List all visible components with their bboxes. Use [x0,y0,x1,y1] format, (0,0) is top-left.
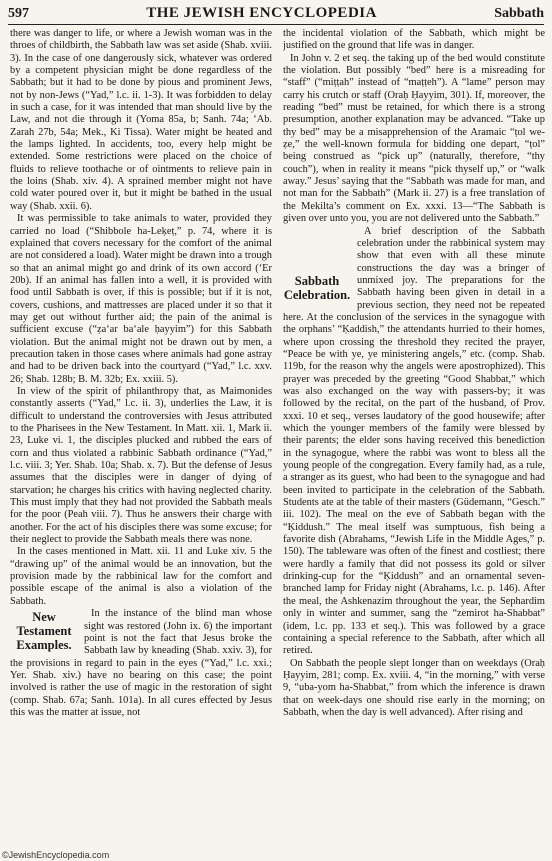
paragraph: the incidental violation of the Sabbath, which might be justified on the ground that life was in danger. [283,28,545,52]
paragraph: In John v. 2 et seq. the taking up of the bed would constitute the violation. But possibly “bed” here is a misreading for “staff” (“miṭṭah” instead of “maṭṭeh”). A “lame” person may carry his crutch or staff (Oraḥ Ḥayyim, 301). If, moreover, the reading “bed” must be retained, for which there is a strong presumption, another explanation may be advanced. “Take up thy bed” may be a misapprehension of the Aramaic “ṭol we-ẓe,” the well-known formula for bidding one depart, “ṭol” being construed as “pick up” (naturally, therefore, “thy couch”), when in reality it means “pick thyself up,” or “walk away.” Jesus’ saying that the “Sabbath was made for man, and not man for the Sabbath” (Mark ii. 27) is a free translation of the Mekilta’s comment on Ex. xxxi. 13—“The Sabbath is given over unto you, you are not delivered unto the Sabbath.” [283,52,545,225]
paragraph: It was permissible to take animals to water, provided they carried no load (“Shibbole ha-Leḳeṭ,” p. 74, where it is explained that covers necessary for the comfort of the animal are not considered a load). Water might be drawn into a trough so that an animal might go and drink of its own accord (‘Er 20b). If an animal has fallen into a well, it is provided with food until Sabbath is over, if this is possible; but if it is not, covers, cushions, and mattresses are placed under it so that it may get out without further aid; the pain of the animal is sufficient excuse (“ẓa‘ar ba‘ale ḥayyim”) for this Sabbath violation. But the animal might not be drawn out by men, a precaution taken in those cases where animals had gone astray and had to be driven back into the courtyard (“Yad,” l.c. xxv. 26; Shab. 128b; B. M. 32b; Ex. xxiii. 5). [10,213,272,385]
left-column [10,28,272,846]
page-footer [2,850,109,860]
page-title: THE JEWISH ENCYCLOPEDIA [146,5,377,21]
right-column [283,28,545,846]
paragraph: there was danger to life, or where a Jewish woman was in the throes of childbirth, the Sabbath law was set aside (Shab. xviii. 3). In the case of one dangerously sick, whatever was ordered by a competent physician might be done regardless of the Sabbath; but it had to be done by pious and prominent Jews, not by non-Jews (“Yad,” l.c. ii. 1-3). It was forbidden to delay in such a case, for it was intended that man should live by the Law, and not die through it (Yoma 85a, b; Sanh. 74a; ‘Ab. Zarah 27b, 54a; Mek., Ki Tissa). Water might be heated and the lamps lighted. In accidents, too, every help might be extended. Some restrictions were placed on the choice of fluids to relieve toothache or of ointments to relieve pain in the loins (Shab. xiv. 4). A sprained member might not have cold water poured over it, but it might be bathed in the usual way (Shab. xxii. 6). [10,28,272,212]
paragraph: In view of the spirit of philanthropy that, as Maimonides constantly asserts (“Yad,” l.c. ii. 3), underlies the Law, it is difficult to understand the controversies with Jesus attributed to the Pharisees in the New Testament. In Matt. xii. 1, Mark ii. 23, Luke vi. 1, the disciples plucked and rubbed the ears of corn and thus violated a rabbinic Sabbath ordinance (“Yad,” l.c. viii. 3; Yer. Shab. 10a; Shab. x. 7). But the defense of Jesus assumes that the disciples were in danger of dying of starvation; he charges his critics with having neglected charity. This must imply that they had not provided the Sabbath meals for the poor (Peah viii. 7). Thus he answers their charge with another. For the act of his disciples there was some excuse; for their neglect to provide the Sabbath meals there was none. [10,385,272,546]
side-note-new-testament-examples: New Testament Examples. [16,610,72,653]
paragraph: In the cases mentioned in Matt. xii. 11 and Luke xiv. 5 the “drawing up” of the animal would be an innovation, but the provision made by the rabbinical law for the comfort and possible escape of the animal is also a violation of the Sabbath. [10,546,272,607]
page-number: 597 [8,6,29,21]
site-link[interactable]: JewishEncyclopedia.com [8,850,110,860]
paragraph: On Sabbath the people slept longer than on weekdays (Oraḥ Ḥayyim, 281; comp. Ex. xviii. 4, “in the morning,” with verse 9, “uba-yom ha-Shabbat,” from which the inference is drawn that on week-days one should rise early in the morning; on Sabbath, when the day is well advanced). After rising and [283,657,545,718]
side-note-sabbath-celebration: Sabbath Celebration. [283,273,351,302]
section-title: Sabbath [494,6,544,21]
paragraph: A brief description of the Sabbath celebration under the rabbinical system may show that even with all these minute constructions the day was a bringer of unmixed joy. The preparations for the Sabbath having been given in detail in a previous section, they need not be repeated here. At the conclusion of the services in the synagogue with the orphans’ “Ḳaddish,” the attendants hurried to their homes, where upon crossing the threshold they recited the prayer, “Peace be with ye, ye ministering angels,” etc. (comp. Shab. 119b, for the reason why the angels were apostrophized). This prayer was preceded by the greeting “Good Shabbat,” which was also exchanged on the way with passers-by; it was followed by the recital, on the part of the husband, of Prov. xxxi. 10 et seq., verses laudatory of the good housewife; after which the younger members of the family were blessed by their parents; the elder sons having received this benediction in the synagogue, where the rabbi was wont to bless all the young people of the congregation. Every family had, as a rule, a stranger as its guest, who had been to the synagogue and had been invited to participate in the celebration of the Sabbath. Students ate at the table of their masters (Güdemann, “Gesch.” iii. 102). The meal on the eve of Sabbath began with the “Ḳiddush.” The meal itself was sumptuous, fish being a favorite dish (Abrahams, “Jewish Life in the Middle Ages,” p. 150). The tableware was often of the finest and costliest; there were hardly a family that did not possess its gold or silver drinking-cup for the “Ḳiddush” and an ornamental seven-branched lamp for Friday night (Abrahams, l.c. p. 146). After the meal, the Ashkenazim throughout the year, the Sephardim only in winter and summer, sang the “zemirot ha-Shabbat” (idem, l.c. pp. 133 et seq.). This was followed by a grace containing a special reference to the Sabbath, after which all retired. [283,225,545,657]
page-header [8,2,544,25]
paragraph: In the instance of the blind man whose sight was restored (John ix. 6) the important point is not the fact that Jesus broke the Sabbath law by kneading (Shab. xxiv. 3), for the provisions in regard to pain in the eyes (“Yad,” l.c. xxi.; Yer. Shab. xiv.) have no bearing on this case; the point involved is rather the use of magic in the restoration of sight (comp. Shab. 67a; Sanh. 101a). In all cures effected by Jesus this was the matter at issue, not [10,608,272,718]
copyright-icon: © [2,850,9,860]
